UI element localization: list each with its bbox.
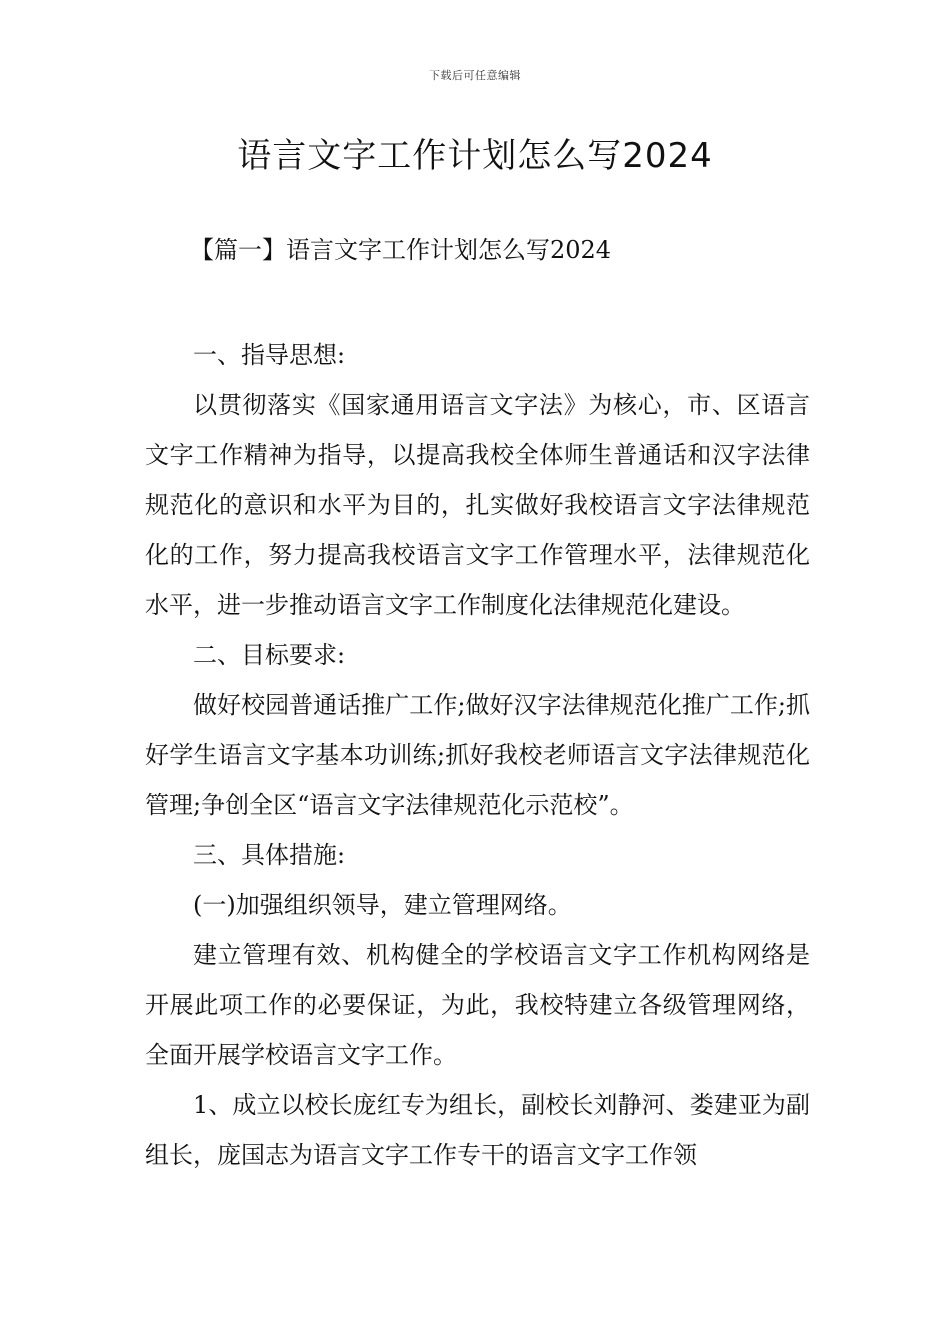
subheading: (一)加强组织领导，建立管理网络。 (193, 891, 572, 919)
paragraph: 建立管理有效、机构健全的学校语言文字工作机构网络是开展此项工作的必要保证，为此，我校特建立各级管理网络，全面开展学校语言文字工作。 (145, 941, 810, 1069)
paragraph: 以贯彻落实《国家通用语言文字法》为核心，市、区语言文字工作精神为指导，以提高我校全体师生普通话和汉字法律规范化的意识和水平为目的，扎实做好我校语言文字法律规范化的工作，努力提高我校语言文字工作管理水平，法律规范化水平，进一步推动语言文字工作制度化法律规范化建设。 (145, 391, 810, 619)
document-body (145, 330, 810, 1180)
section-title: 【篇一】语言文字工作计划怎么写2024 (190, 236, 612, 264)
paragraph: 做好校园普通话推广工作;做好汉字法律规范化推广工作;抓好学生语言文字基本功训练;抓好我校老师语言文字法律规范化管理;争创全区“语言文字法律规范化示范校”。 (145, 691, 810, 819)
document-title: 语言文字工作计划怎么写2024 (237, 136, 713, 176)
heading-guiding-ideology: 一、指导思想: (193, 341, 346, 369)
heading-measures: 三、具体措施: (193, 841, 346, 869)
paragraph: 1、成立以校长庞红专为组长，副校长刘静河、娄建亚为副组长，庞国志为语言文字工作专干的语言文字工作领 (145, 1091, 810, 1169)
heading-goals: 二、目标要求: (193, 641, 346, 669)
header-note: 下载后可任意编辑 (429, 69, 521, 82)
